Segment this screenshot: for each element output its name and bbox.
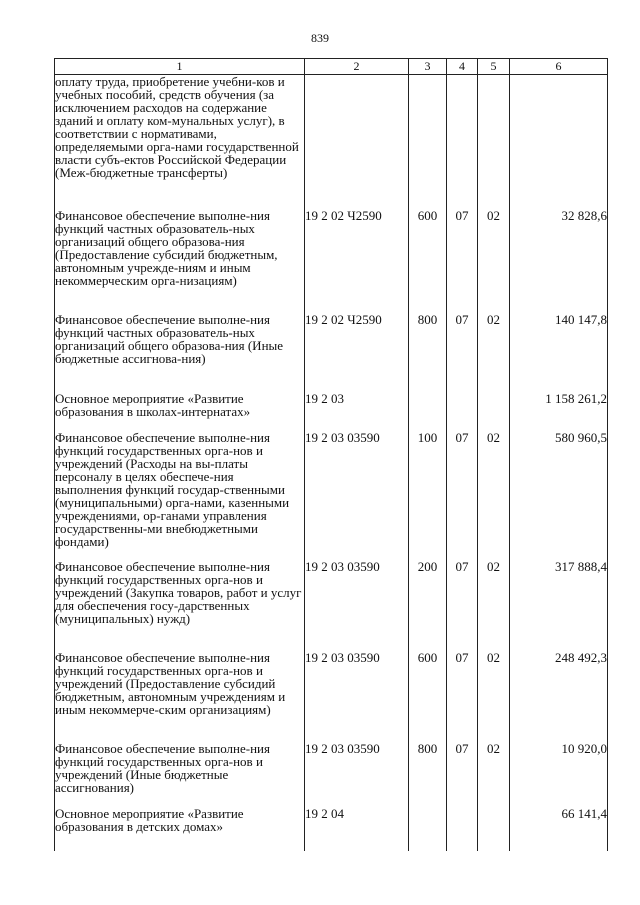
table-row	[55, 313, 608, 392]
row-name: Основное мероприятие «Развитие образования в детских домах»	[55, 807, 305, 851]
row-col4	[447, 75, 478, 209]
row-col4	[447, 807, 478, 851]
col-header-2: 2	[305, 59, 409, 75]
row-col4: 07	[447, 560, 478, 651]
table-header	[55, 59, 608, 75]
row-col3	[409, 807, 447, 851]
budget-table	[54, 58, 608, 851]
row-code: 19 2 03 03590	[305, 560, 409, 651]
row-amount: 580 960,5	[510, 431, 608, 560]
col-header-5: 5	[478, 59, 510, 75]
header-row	[55, 59, 608, 75]
table-row	[55, 75, 608, 209]
row-col3: 200	[409, 560, 447, 651]
row-col5: 02	[478, 431, 510, 560]
row-col3	[409, 75, 447, 209]
row-col5	[478, 75, 510, 209]
table-body	[55, 75, 608, 851]
row-code: 19 2 03 03590	[305, 742, 409, 807]
table-row	[55, 807, 608, 851]
row-name: Финансовое обеспечение выполне-ния функций государственных орга-нов и учреждений (Закупка товаров, работ и услуг для обеспечения госу-дарственных (муниципальных) нужд)	[55, 560, 305, 651]
row-col5: 02	[478, 313, 510, 392]
row-name: Финансовое обеспечение выполне-ния функций частных образователь-ных организаций общего образова-ния (Иные бюджетные ассигнова-ния)	[55, 313, 305, 392]
row-amount: 32 828,6	[510, 209, 608, 313]
row-col3: 800	[409, 742, 447, 807]
row-code: 19 2 02 Ч2590	[305, 313, 409, 392]
row-col5: 02	[478, 742, 510, 807]
row-amount: 248 492,3	[510, 651, 608, 742]
col-header-6: 6	[510, 59, 608, 75]
col-header-4: 4	[447, 59, 478, 75]
row-col3: 100	[409, 431, 447, 560]
table-row	[55, 431, 608, 560]
table-row	[55, 742, 608, 807]
row-col3: 600	[409, 651, 447, 742]
row-name: Основное мероприятие «Развитие образования в школах-интернатах»	[55, 392, 305, 431]
table-row	[55, 651, 608, 742]
row-col4: 07	[447, 313, 478, 392]
row-name: Финансовое обеспечение выполне-ния функций государственных орга-нов и учреждений (Иные бюджетные ассигнования)	[55, 742, 305, 807]
row-col3: 600	[409, 209, 447, 313]
row-name: оплату труда, приобретение учебни-ков и учебных пособий, средств обучения (за исключением расходов на содержание зданий и оплату ком-мунальных услуг), в соответствии с нормативами, определяемыми орга-нами государственной власти субъ-ектов Российской Федерации (Меж-бюджетные трансферты)	[55, 75, 305, 209]
page-number: 839	[311, 31, 329, 45]
row-col3	[409, 392, 447, 431]
col-header-1: 1	[55, 59, 305, 75]
row-col4	[447, 392, 478, 431]
table-row	[55, 560, 608, 651]
row-amount: 317 888,4	[510, 560, 608, 651]
row-amount: 140 147,8	[510, 313, 608, 392]
row-col4: 07	[447, 742, 478, 807]
row-col3: 800	[409, 313, 447, 392]
row-code: 19 2 04	[305, 807, 409, 851]
row-code	[305, 75, 409, 209]
row-col5: 02	[478, 560, 510, 651]
row-col5: 02	[478, 651, 510, 742]
table-row	[55, 209, 608, 313]
col-header-3: 3	[409, 59, 447, 75]
row-col5	[478, 807, 510, 851]
row-code: 19 2 03 03590	[305, 651, 409, 742]
row-amount: 66 141,4	[510, 807, 608, 851]
row-col4: 07	[447, 431, 478, 560]
row-col4: 07	[447, 651, 478, 742]
table-row	[55, 392, 608, 431]
row-name: Финансовое обеспечение выполне-ния функций государственных орга-нов и учреждений (Предоставление субсидий бюджетным, автономным учреждениям и иным некоммерче-ским организациям)	[55, 651, 305, 742]
row-code: 19 2 03 03590	[305, 431, 409, 560]
row-col4: 07	[447, 209, 478, 313]
row-amount: 10 920,0	[510, 742, 608, 807]
row-code: 19 2 03	[305, 392, 409, 431]
row-col5: 02	[478, 209, 510, 313]
row-amount	[510, 75, 608, 209]
row-name: Финансовое обеспечение выполне-ния функций государственных орга-нов и учреждений (Расходы на вы-платы персоналу в целях обеспече-ния выполнения функций государ-ственными (муниципальными) орга-нами, казенными учреждениями, ор-ганами управления государственны-ми внебюджетными фондами)	[55, 431, 305, 560]
row-name: Финансовое обеспечение выполне-ния функций частных образователь-ных организаций общего образова-ния (Предоставление субсидий бюджетным, автономным учрежде-ниям и иным некоммерческим орга-низациям)	[55, 209, 305, 313]
row-col5	[478, 392, 510, 431]
row-code: 19 2 02 Ч2590	[305, 209, 409, 313]
row-amount: 1 158 261,2	[510, 392, 608, 431]
